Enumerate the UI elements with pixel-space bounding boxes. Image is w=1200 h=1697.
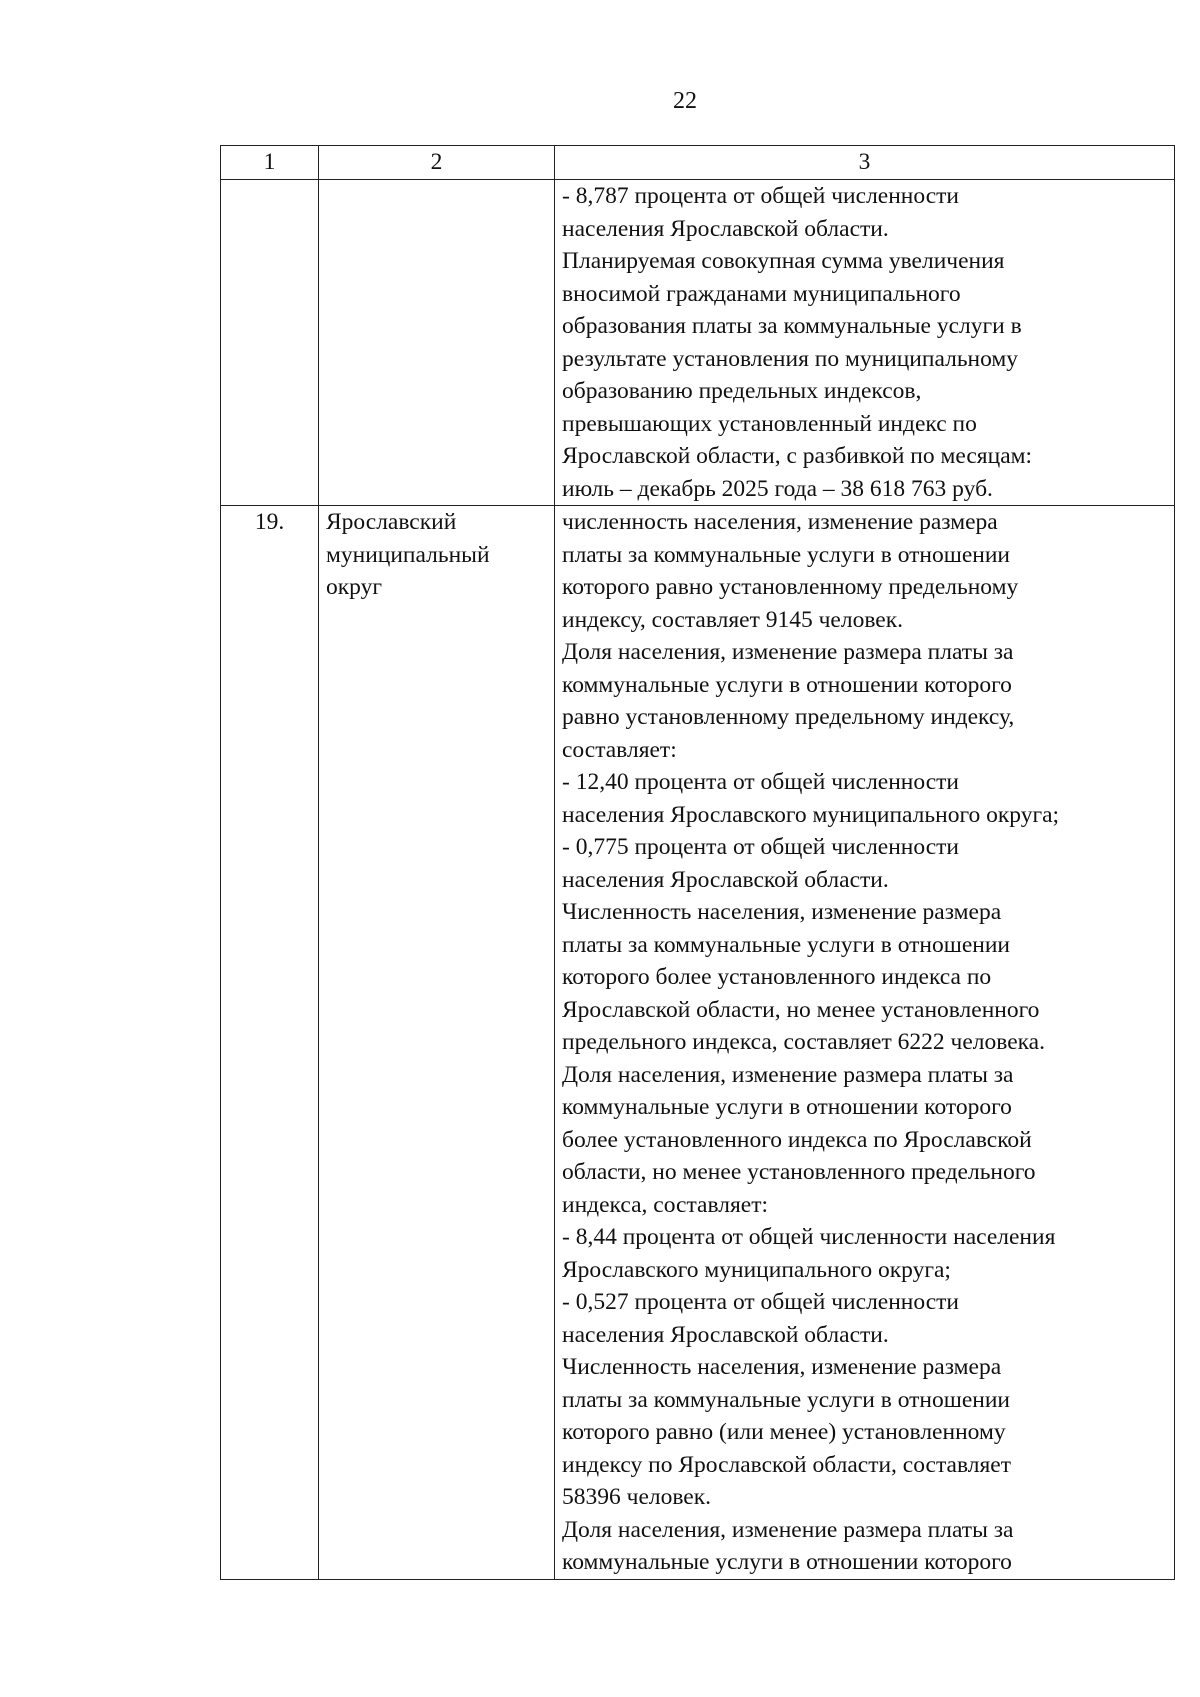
description-cell — [555, 506, 1175, 1580]
text-line: Численность населения, изменение размера — [562, 1354, 1002, 1380]
table-row — [221, 180, 1175, 506]
text-line: которого более установленного индекса по — [562, 964, 992, 990]
text-line: составляет: — [562, 736, 677, 763]
text-line: населения Ярославской области. — [562, 1321, 889, 1348]
document-table — [220, 145, 1175, 1580]
text-line: предельного индекса, составляет 6222 человека. — [562, 1029, 1045, 1055]
text-line: коммунальные услуги в отношении которого — [562, 1549, 1012, 1575]
text-line: Доля населения, изменение размера платы за — [562, 1516, 1014, 1543]
text-line: результате установления по муниципальному — [562, 345, 1019, 372]
text-line: области, но менее установленного предельного — [562, 1159, 1036, 1185]
text-line: населения Ярославской области. — [562, 215, 889, 242]
column-header-1: 1 — [221, 146, 319, 180]
municipality-name-cell — [319, 506, 555, 1580]
text-line: - 8,44 процента от общей численности населения — [562, 1224, 1056, 1250]
text-line: июль – декабрь 2025 года – 38 618 763 руб. — [562, 475, 993, 502]
row-number-cell — [221, 180, 319, 506]
municipality-name-cell — [319, 180, 555, 506]
text-line: платы за коммунальные услуги в отношении — [562, 1386, 1011, 1413]
text-line: коммунальные услуги в отношении которого — [562, 671, 1012, 698]
text-line: вносимой гражданами муниципального — [562, 280, 961, 307]
text-line: Доля населения, изменение размера платы за — [562, 639, 1014, 665]
text-line: индекса, составляет: — [562, 1191, 769, 1218]
column-header-2: 2 — [319, 146, 555, 180]
text-line: равно установленному предельному индексу, — [562, 704, 1015, 730]
text-line: индексу, составляет 9145 человек. — [562, 606, 904, 633]
text-line: Ярославской области, но менее установленного — [562, 996, 1040, 1023]
name-line: округ — [326, 574, 382, 600]
text-line: коммунальные услуги в отношении которого — [562, 1094, 1012, 1120]
text-line: платы за коммунальные услуги в отношении — [562, 931, 1011, 958]
page-number: 22 — [673, 88, 697, 114]
text-line: более установленного индекса по Ярославской — [562, 1126, 1032, 1153]
text-line: 58396 человек. — [562, 1484, 712, 1510]
text-line: образования платы за коммунальные услуги в — [562, 313, 1022, 339]
text-line: населения Ярославской области. — [562, 866, 889, 893]
row-number-cell: 19. — [221, 506, 319, 1580]
text-line: которого равно установленному предельному — [562, 574, 1019, 600]
text-line: - 8,787 процента от общей численности — [562, 183, 959, 209]
name-line: Ярославский — [326, 509, 457, 535]
text-line: численность населения, изменение размера — [562, 509, 998, 535]
name-line: муниципальный — [326, 541, 490, 568]
column-header-3: 3 — [555, 146, 1175, 180]
table-header-row — [221, 146, 1175, 180]
text-line: платы за коммунальные услуги в отношении — [562, 541, 1011, 568]
text-line: населения Ярославского муниципального округа; — [562, 801, 1060, 828]
text-line: Планируемая совокупная сумма увеличения — [562, 248, 1005, 274]
text-line: - 0,527 процента от общей численности — [562, 1289, 959, 1315]
table-row — [221, 506, 1175, 1580]
text-line: - 12,40 процента от общей численности — [562, 769, 959, 795]
text-line: Ярославского муниципального округа; — [562, 1256, 951, 1283]
text-line: Доля населения, изменение размера платы за — [562, 1061, 1014, 1088]
text-line: - 0,775 процента от общей численности — [562, 834, 959, 860]
text-line: Ярославской области, с разбивкой по месяцам: — [562, 443, 1033, 469]
text-line: образованию предельных индексов, — [562, 378, 922, 404]
text-line: которого равно (или менее) установленному — [562, 1419, 1006, 1445]
text-line: Численность населения, изменение размера — [562, 899, 1002, 925]
description-cell — [555, 180, 1175, 506]
text-line: индексу по Ярославской области, составляет — [562, 1451, 1011, 1478]
text-line: превышающих установленный индекс по — [562, 410, 977, 437]
